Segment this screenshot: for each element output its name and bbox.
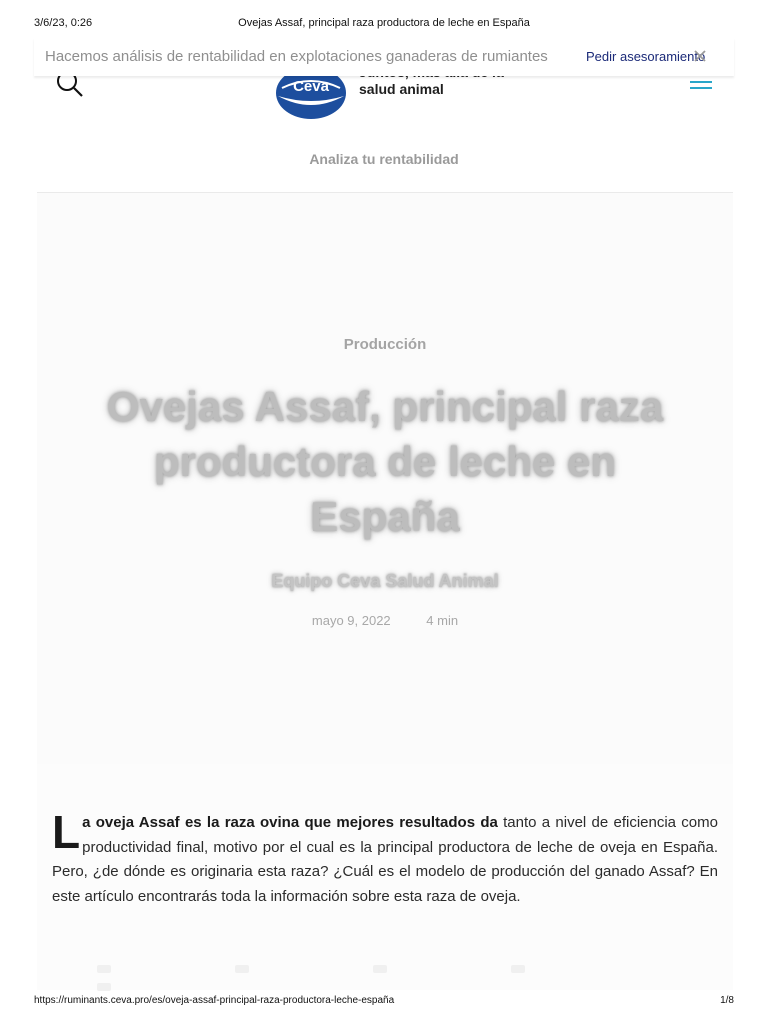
- print-title: Ovejas Assaf, principal raza productora de leche en España: [238, 17, 530, 29]
- faint-icon: [97, 965, 111, 973]
- faint-icon: [373, 965, 387, 973]
- faint-icon: [97, 983, 111, 991]
- faint-icon: [511, 965, 525, 973]
- banner-cta-link[interactable]: Pedir asesoramiento: [586, 49, 706, 64]
- banner-text: Hacemos análisis de rentabilidad en explotaciones ganaderas de rumiantes: [45, 48, 548, 65]
- article-hero: [37, 192, 733, 765]
- article-author[interactable]: Equipo Ceva Salud Animal: [271, 571, 499, 591]
- intro-paragraph: [52, 806, 718, 909]
- faint-icon-row: [97, 960, 697, 974]
- print-url: https://ruminants.ceva.pro/es/oveja-assaf-principal-raza-productora-leche-españa: [34, 995, 395, 1006]
- drop-cap: L: [52, 806, 81, 858]
- tagline-line-2: salud animal: [359, 81, 444, 97]
- print-header: [0, 17, 768, 31]
- category-label[interactable]: Producción: [343, 336, 427, 353]
- close-icon[interactable]: [690, 46, 710, 66]
- intro-rest: tanto a nivel de eficiencia como productividad final, motivo por el cual es la principal productora de leche de oveja en España. Pero, ¿de dónde es originaria esta raza? ¿Cuál es el modelo de producción del ganado Assaf? En este artículo encontrarás toda la información sobre esta raza de oveja.: [52, 814, 718, 905]
- analyze-profitability-link[interactable]: Analiza tu rentabilidad: [309, 151, 459, 167]
- print-page-number: 1/8: [720, 995, 734, 1006]
- top-banner: [34, 38, 734, 76]
- article-meta: [37, 613, 733, 628]
- print-date: 3/6/23, 0:26: [34, 17, 93, 29]
- article-title: Ovejas Assaf, principal raza productora de leche en España: [106, 383, 664, 540]
- faint-icon: [235, 965, 249, 973]
- article-body: [37, 764, 733, 990]
- logo-text: Ceva: [293, 78, 329, 95]
- publish-date: mayo 9, 2022: [311, 613, 391, 628]
- read-time: 4 min: [426, 613, 459, 628]
- intro-bold-lead: a oveja Assaf es la raza ovina que mejores resultados da: [82, 814, 498, 831]
